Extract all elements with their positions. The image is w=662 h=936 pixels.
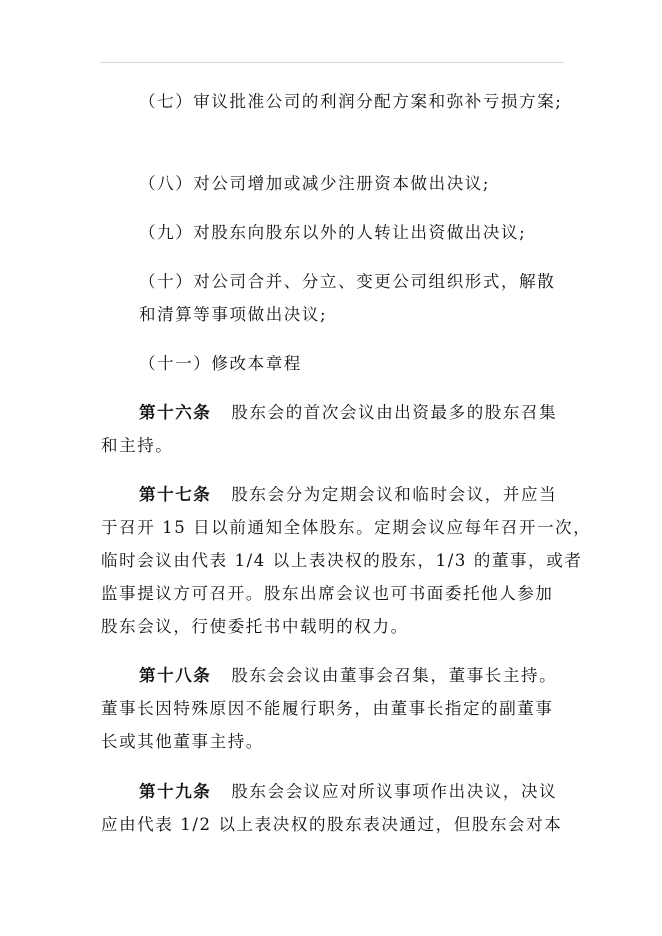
list-item-9: （九）对股东向股东以外的人转让出资做出决议; <box>139 223 527 242</box>
article-18-line-2: 董事长因特殊原因不能履行职务，由董事长指定的副董事 <box>101 699 554 718</box>
article-18-line-1 <box>139 665 557 687</box>
article-17-line-4: 监事提议方可召开。股东出席会议也可书面委托他人参加 <box>101 584 554 603</box>
article-19-line-1 <box>139 781 557 803</box>
article-16-line-1 <box>139 402 557 424</box>
article-17-line-3: 临时会议由代表 1/4 以上表决权的股东，1/3 的董事，或者 <box>101 551 583 570</box>
article-19-text: 股东会会议应对所议事项作出决议，决议 <box>231 782 558 801</box>
article-17-line-5: 股东会议，行使委托书中载明的权力。 <box>101 617 409 636</box>
article-17-heading: 第十七条 <box>139 485 212 504</box>
article-18-text: 股东会会议由董事会召集，董事长主持。 <box>231 666 558 685</box>
list-item-8: （八）对公司增加或减少注册资本做出决议; <box>139 174 491 193</box>
article-16-text: 股东会的首次会议由出资最多的股东召集 <box>231 403 558 422</box>
article-19-heading: 第十九条 <box>139 782 212 801</box>
article-17-line-1 <box>139 484 557 506</box>
list-item-10-line-2: 和清算等事项做出决议; <box>139 305 328 324</box>
article-16-line-2: 和主持。 <box>101 436 174 455</box>
list-item-7: （七）审议批准公司的利润分配方案和弥补亏损方案; <box>139 92 563 111</box>
article-18-line-3: 长或其他董事主持。 <box>101 732 264 751</box>
article-17-text: 股东会分为定期会议和临时会议，并应当 <box>231 485 558 504</box>
header-rule <box>100 62 564 63</box>
article-17-line-2: 于召开 15 日以前通知全体股东。定期会议应每年召开一次， <box>101 518 592 537</box>
article-16-heading: 第十六条 <box>139 403 212 422</box>
list-item-11: （十一）修改本章程 <box>139 354 302 373</box>
article-18-heading: 第十八条 <box>139 666 212 685</box>
article-19-line-2: 应由代表 1/2 以上表决权的股东表决通过，但股东会对本 <box>101 815 563 834</box>
list-item-10-line-1: （十）对公司合并、分立、变更公司组织形式，解散 <box>139 272 556 291</box>
